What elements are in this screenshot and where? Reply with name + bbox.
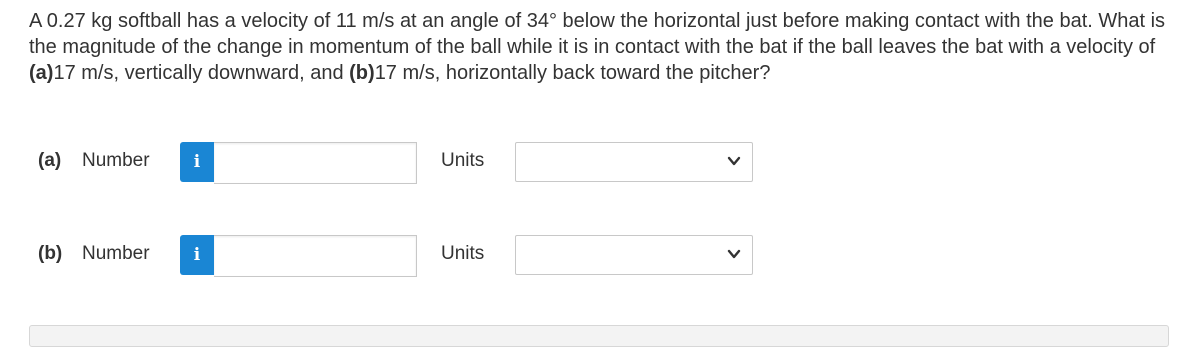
answer-row-a — [38, 142, 758, 182]
units-label: Units — [441, 243, 485, 264]
question-line-2: the magnitude of the change in momentum of the ball while it is in contact with the bat if the ball leaves the bat with a velocity of — [29, 36, 1156, 58]
part-b-tag: (b) — [349, 62, 375, 84]
part-a-tag: (a) — [29, 62, 54, 84]
units-select[interactable] — [515, 235, 753, 275]
number-label: Number — [82, 150, 150, 171]
question-text — [29, 8, 1179, 86]
units-label: Units — [441, 150, 485, 171]
chevron-down-icon — [726, 153, 742, 169]
number-input[interactable] — [214, 142, 417, 184]
part-label: (a) — [38, 150, 62, 171]
part-b-text: 17 m/s, horizontally back toward the pitcher? — [374, 62, 771, 84]
question-line-1: A 0.27 kg softball has a velocity of 11 m/s at an angle of 34° below the horizontal just before making contact with the bat. What is — [29, 10, 1166, 32]
number-input[interactable] — [214, 235, 417, 277]
answer-row-b — [38, 235, 758, 275]
number-label: Number — [82, 243, 150, 264]
info-icon[interactable]: i — [180, 142, 214, 182]
part-label: (b) — [38, 243, 63, 264]
info-icon[interactable]: i — [180, 235, 214, 275]
next-panel-edge — [29, 325, 1169, 347]
units-select[interactable] — [515, 142, 753, 182]
chevron-down-icon — [726, 246, 742, 262]
part-a-text: 17 m/s, vertically downward, and — [53, 62, 350, 84]
